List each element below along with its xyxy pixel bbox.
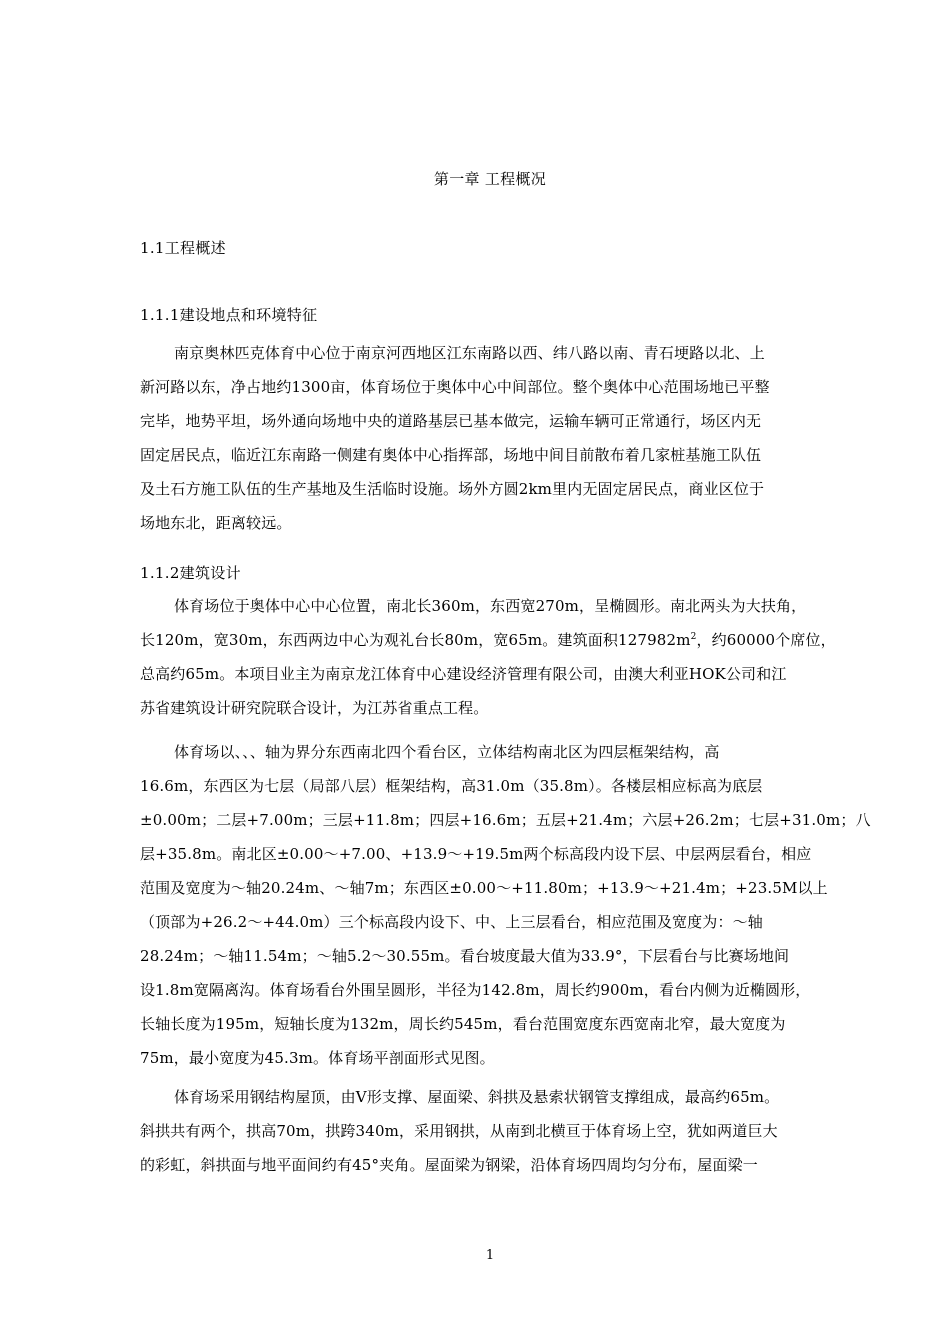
paragraph-line: （顶部为+26.2～+44.0m）三个标高段内设下、中、上三层看台，相应范围及宽度为：～轴 [140, 913, 763, 931]
paragraph-line: 及土石方施工队伍的生产基地及生活临时设施。场外方圆2km里内无固定居民点，商业区位于 [140, 480, 765, 498]
line-text: ，约60000个席位， [696, 631, 836, 649]
superscript: 2 [690, 632, 697, 642]
paragraph-line: ±0.00m；二层+7.00m；三层+11.8m；四层+16.6m；五层+21.4m；六层+26.2m；七层+31.0m；八 [140, 811, 871, 829]
paragraph-line: 16.6m，东西区为七层（局部八层）框架结构，高31.0m（35.8m）。各楼层相应标高为底层 [140, 777, 763, 795]
page-number: 1 [485, 1248, 495, 1263]
paragraph-line: 体育场位于奥体中心中心位置，南北长360m，东西宽270m，呈椭圆形。南北两头为大扶角， [174, 597, 807, 615]
section-heading-1-1: 1.1工程概述 [140, 239, 226, 257]
paragraph-line: 南京奥林匹克体育中心位于南京河西地区江东南路以西、纬八路以南、青石埂路以北、上 [174, 344, 765, 362]
paragraph-line: 长轴长度为195m，短轴长度为132m，周长约545m，看台范围宽度东西宽南北窄，最大宽度为 [140, 1015, 786, 1033]
paragraph-line: 固定居民点，临近江东南路一侧建有奥体中心指挥部，场地中间目前散布着几家桩基施工队伍 [140, 446, 762, 464]
paragraph-line: 总高约65m。本项目业主为南京龙江体育中心建设经济管理有限公司，由澳大利亚HOK公司和江 [140, 665, 787, 683]
paragraph-line: 层+35.8m。南北区±0.00～+7.00、+13.9～+19.5m两个标高段内设下层、中层两层看台，相应 [140, 845, 812, 863]
paragraph-line: 苏省建筑设计研究院联合设计，为江苏省重点工程。 [140, 699, 489, 717]
section-heading-1-1-1: 1.1.1建设地点和环境特征 [140, 306, 318, 324]
paragraph-line: 场地东北，距离较远。 [140, 514, 292, 532]
paragraph-line: 的彩虹，斜拱面与地平面间约有45°夹角。屋面梁为钢梁，沿体育场四周均匀分布，屋面梁一 [140, 1156, 758, 1174]
chapter-title: 第一章 工程概况 [433, 170, 547, 188]
paragraph-line [140, 630, 836, 650]
paragraph-line: 体育场以、、、轴为界分东西南北四个看台区，立体结构南北区为四层框架结构，高 [174, 743, 720, 761]
paragraph-line: 28.24m；～轴11.54m；～轴5.2～30.55m。看台坡度最大值为33.9°，下层看台与比赛场地间 [140, 947, 790, 965]
paragraph-line: 斜拱共有两个，拱高70m，拱跨340m，采用钢拱，从南到北横亘于体育场上空，犹如两道巨大 [140, 1122, 778, 1140]
paragraph-line: 完毕，地势平坦，场外通向场地中央的道路基层已基本做完，运输车辆可正常通行，场区内无 [140, 412, 762, 430]
paragraph-line: 设1.8m宽隔离沟。体育场看台外围呈圆形，半径为142.8m，周长约900m，看台内侧为近椭圆形， [140, 981, 811, 999]
section-heading-1-1-2: 1.1.2建筑设计 [140, 564, 241, 582]
line-text: 长120m，宽30m，东西两边中心为观礼台长80m，宽65m。建筑面积127982m [140, 631, 691, 649]
paragraph-line: 体育场采用钢结构屋顶，由V形支撑、屋面梁、斜拱及悬索状钢管支撑组成，最高约65m。 [174, 1088, 780, 1106]
paragraph-line: 75m，最小宽度为45.3m。体育场平剖面形式见图。 [140, 1049, 495, 1067]
paragraph-line: 新河路以东，净占地约1300亩，体育场位于奥体中心中间部位。整个奥体中心范围场地已平整 [140, 378, 770, 396]
paragraph-line: 范围及宽度为～轴20.24m、～轴7m；东西区±0.00～+11.80m；+13.9～+21.4m；+23.5M以上 [140, 879, 828, 897]
